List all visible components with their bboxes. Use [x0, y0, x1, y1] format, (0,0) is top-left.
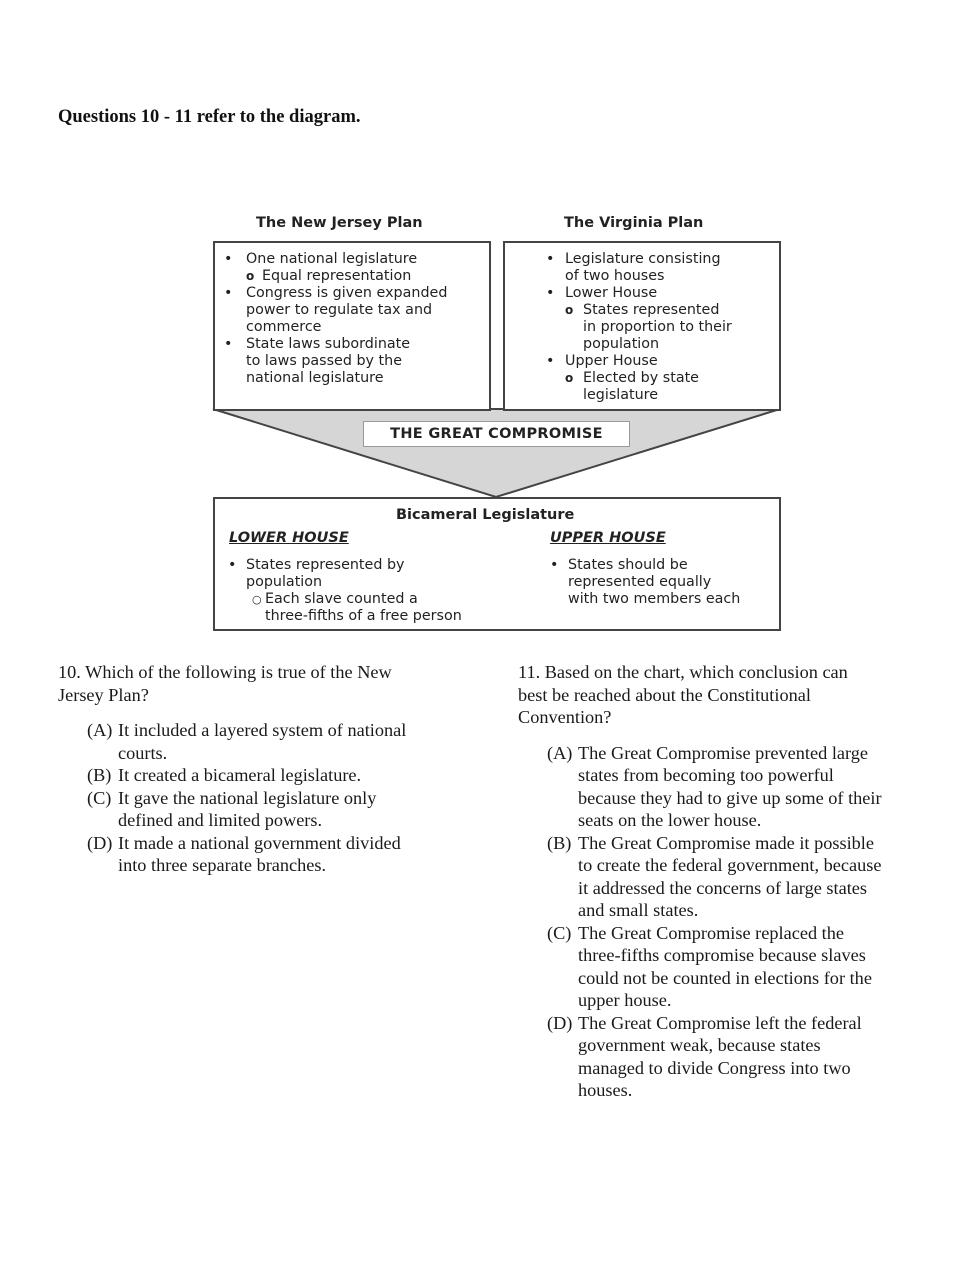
option-text: The Great Compromise replaced the — [578, 922, 844, 943]
question-stem: Convention? — [518, 707, 612, 727]
sub-bullet-icon: o — [246, 269, 255, 283]
nj-plan-line: commerce — [246, 319, 322, 335]
nj-plan-title: The New Jersey Plan — [256, 215, 423, 231]
lower-house-line: population — [246, 574, 323, 590]
bullet-icon: • — [546, 285, 555, 301]
option-text: could not be counted in elections for the — [578, 967, 872, 988]
lower-house-line: three-fifths of a free person — [265, 608, 462, 624]
option-letter: (C) — [87, 787, 112, 808]
option-text: because they had to give up some of their — [578, 787, 882, 808]
nj-plan-line: power to regulate tax and — [246, 302, 433, 318]
option-letter: (A) — [547, 742, 573, 763]
option-text: It gave the national legislature only — [118, 787, 377, 808]
option-text: defined and limited powers. — [118, 810, 323, 830]
va-plan-line: legislature — [583, 387, 659, 403]
option-letter: (D) — [547, 1012, 573, 1033]
option-text: three-fifths compromise because slaves — [578, 945, 866, 965]
bullet-icon: • — [224, 336, 233, 352]
va-plan-line: Lower House — [565, 285, 658, 301]
option-text: states from becoming too powerful — [578, 765, 834, 785]
va-plan-line: Elected by state — [583, 370, 699, 386]
bicameral-title: Bicameral Legislature — [396, 507, 575, 523]
option-text: The Great Compromise made it possible — [578, 832, 874, 853]
sub-bullet-icon: o — [565, 371, 574, 385]
bullet-icon: • — [546, 353, 555, 369]
option-text: seats on the lower house. — [578, 810, 762, 830]
bicameral-box — [213, 497, 781, 631]
option-letter: (D) — [87, 832, 113, 853]
option-letter: (C) — [547, 922, 572, 943]
va-plan-title: The Virginia Plan — [564, 215, 704, 231]
va-plan-line: Upper House — [565, 353, 658, 369]
question-stem: best be reached about the Constitutional — [518, 684, 811, 705]
va-plan-line: population — [583, 336, 660, 352]
option-letter: (B) — [87, 765, 112, 785]
va-plan-line: States represented — [583, 302, 720, 318]
bullet-icon: • — [546, 251, 555, 267]
lower-house-title: LOWER HOUSE — [229, 530, 349, 546]
va-plan-line: in proportion to their — [583, 319, 732, 335]
option-text: managed to divide Congress into two — [578, 1057, 851, 1078]
bullet-icon: • — [228, 557, 237, 573]
lower-house-line: States represented by — [246, 557, 405, 573]
question-stem: 11. Based on the chart, which conclusion can — [518, 662, 848, 682]
bullet-icon: • — [550, 557, 559, 573]
option-text: It made a national government divided — [118, 832, 401, 853]
upper-house-line: with two members each — [568, 591, 741, 607]
bullet-icon: • — [224, 285, 233, 301]
option-text: It created a bicameral legislature. — [118, 765, 362, 785]
nj-plan-line: to laws passed by the — [246, 353, 403, 369]
nj-plan-box — [213, 241, 491, 411]
va-plan-box — [503, 241, 781, 411]
upper-house-line: represented equally — [568, 574, 712, 590]
upper-house-title: UPPER HOUSE — [550, 530, 666, 546]
bullet-icon: • — [224, 251, 233, 267]
option-text: into three separate branches. — [118, 855, 327, 875]
nj-plan-line: Congress is given expanded — [246, 285, 448, 301]
question-stem: 10. Which of the following is true of the New — [58, 662, 392, 682]
section-heading: Questions 10 - 11 refer to the diagram. — [58, 107, 361, 127]
sub-bullet-icon: ○ — [252, 593, 262, 606]
va-plan-line: Legislature consisting — [565, 251, 721, 267]
option-text: The Great Compromise left the federal — [578, 1012, 862, 1033]
great-compromise-label: THE GREAT COMPROMISE — [363, 421, 630, 447]
nj-plan-line: Equal representation — [262, 268, 412, 284]
question-stem: Jersey Plan? — [58, 684, 149, 705]
nj-plan-line: One national legislature — [246, 251, 418, 267]
option-text: It included a layered system of national — [118, 720, 407, 740]
option-text: and small states. — [578, 900, 699, 920]
option-text: it addressed the concerns of large states — [578, 877, 868, 898]
upper-house-line: States should be — [568, 557, 688, 573]
option-text: to create the federal government, because — [578, 855, 882, 875]
option-text: courts. — [118, 742, 168, 763]
nj-plan-line: national legislature — [246, 370, 384, 386]
option-text: government weak, because states — [578, 1035, 821, 1055]
option-text: houses. — [578, 1080, 633, 1100]
option-letter: (A) — [87, 720, 113, 740]
option-letter: (B) — [547, 832, 572, 853]
sub-bullet-icon: o — [565, 303, 574, 317]
option-text: upper house. — [578, 990, 672, 1010]
lower-house-line: Each slave counted a — [265, 591, 418, 607]
option-text: The Great Compromise prevented large — [578, 742, 869, 763]
va-plan-line: of two houses — [565, 268, 665, 284]
nj-plan-line: State laws subordinate — [246, 336, 411, 352]
